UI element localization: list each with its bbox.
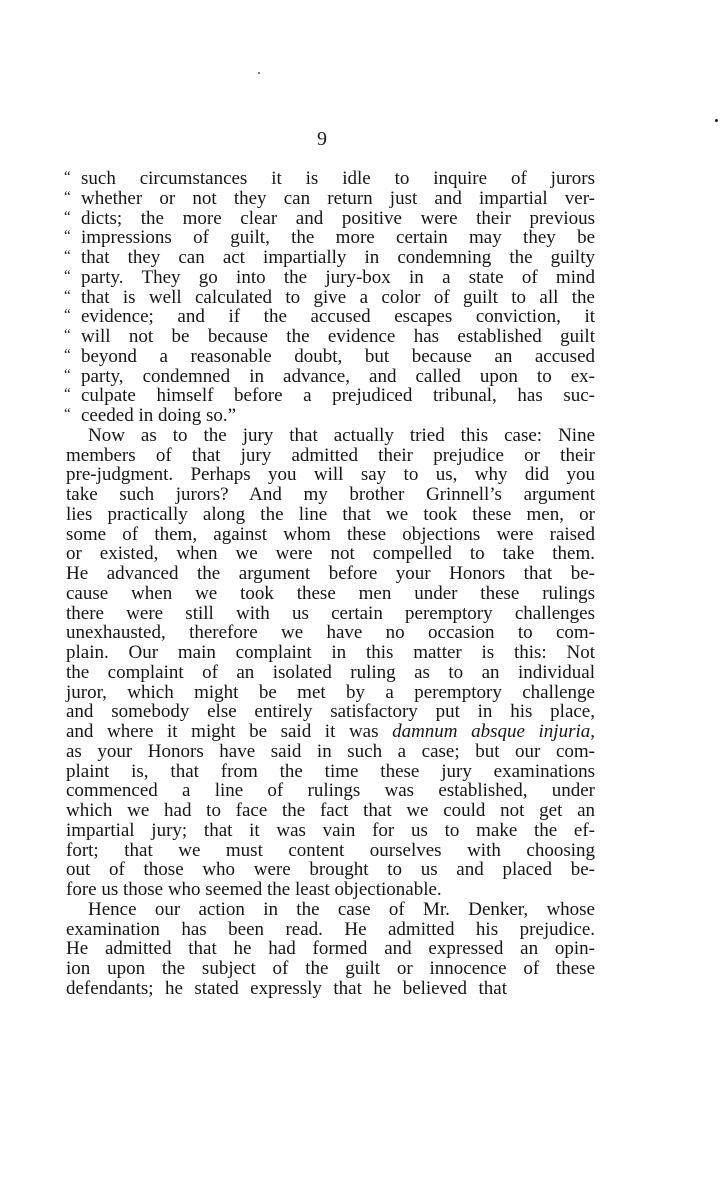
text-line: unexhausted, therefore we have no occasion to com- xyxy=(66,622,595,644)
text-line: examination has been read. He admitted his prejudice. xyxy=(66,918,595,940)
quoted-line xyxy=(66,327,595,347)
scan-speck xyxy=(258,72,260,74)
text-line: Hence our action in the case of Mr. Denker, whose xyxy=(88,898,595,920)
opening-quote-mark: “ xyxy=(64,228,71,245)
opening-quote-mark: “ xyxy=(64,188,71,205)
quoted-line xyxy=(66,209,595,229)
text-line: and somebody else entirely satisfactory put in his place, xyxy=(66,701,595,723)
text-line: cause when we took these men under these rulings xyxy=(66,582,595,604)
paragraph-denker xyxy=(66,900,595,999)
text-line: pre-judgment. Perhaps you will say to us, why did you xyxy=(66,464,595,486)
quoted-line xyxy=(66,347,595,367)
quoted-line-text: party. They go into the jury-box in a state of mind xyxy=(81,266,595,288)
text-line: commenced a line of rulings was established, under xyxy=(66,780,595,802)
quoted-line-text: party, condemned in advance, and called upon to ex- xyxy=(81,365,595,387)
text-line: lies practically along the line that we took these men, or xyxy=(66,503,595,525)
quoted-line-text: beyond a reasonable doubt, but because an accused xyxy=(81,345,595,367)
opening-quote-mark: “ xyxy=(64,307,71,324)
text-line: there were still with us certain peremptory challenges xyxy=(66,602,595,624)
text-line: or existed, when we were not compelled to take them. xyxy=(66,543,595,565)
text-line: the complaint of an isolated ruling as to an individual xyxy=(66,661,595,683)
quoted-line-text: whether or not they can return just and impartial ver- xyxy=(81,187,595,209)
quoted-line xyxy=(66,386,595,406)
quoted-line xyxy=(66,367,595,387)
latin-phrase: damnum absque injuria xyxy=(392,721,591,742)
opening-quote-mark: “ xyxy=(64,366,71,383)
text-line: Now as to the jury that actually tried this case: Nine xyxy=(88,424,595,446)
text-line: as your Honors have said in such a case; but our com- xyxy=(66,740,595,762)
opening-quote-mark: “ xyxy=(64,208,71,225)
opening-quote-mark: “ xyxy=(64,327,71,343)
opening-quote-mark: “ xyxy=(64,169,71,185)
quoted-line xyxy=(66,189,595,209)
quoted-line xyxy=(66,228,595,248)
body-text xyxy=(66,169,595,999)
paragraph-jury xyxy=(66,426,595,900)
quoted-line xyxy=(66,169,595,189)
text-segment: and where it might be said it was xyxy=(66,721,393,742)
scan-speck xyxy=(715,119,718,122)
text-line: juror, which might be met by a peremptory challenge xyxy=(66,681,595,703)
quoted-line xyxy=(66,406,595,426)
opening-quote-mark: “ xyxy=(64,248,71,264)
quoted-line-text: dicts; the more clear and positive were their previous xyxy=(81,207,595,229)
text-line: fort; that we must content ourselves with choosing xyxy=(66,839,595,861)
text-line: members of that jury admitted their prejudice or their xyxy=(66,444,595,466)
text-line: He advanced the argument before your Honors that be- xyxy=(66,563,595,584)
quoted-line-text: culpate himself before a prejudiced tribunal, has suc- xyxy=(81,385,595,407)
text-line-with-italic xyxy=(66,722,595,742)
text-line: plain. Our main complaint in this matter is this: Not xyxy=(66,642,595,663)
text-line: some of them, against whom these objections were raised xyxy=(66,523,595,545)
text-line: impartial jury; that it was vain for us to make the ef- xyxy=(66,819,595,841)
text-line: fore us those who seemed the least objectionable. xyxy=(66,879,442,900)
quoted-line-text: that they can act impartially in condemning the guilty xyxy=(81,247,595,268)
quoted-line-text: will not be because the evidence has established guilt xyxy=(81,326,595,347)
quoted-line xyxy=(66,307,595,327)
quoted-line-text: such circumstances it is idle to inquire of jurors xyxy=(81,168,595,189)
quoted-line-text: evidence; and if the accused escapes conviction, it xyxy=(81,306,595,328)
page-number: 9 xyxy=(317,128,327,150)
quoted-line-text: impressions of guilt, the more certain may they be xyxy=(81,227,595,249)
quoted-passage xyxy=(66,169,595,426)
text-line: out of those who were brought to us and placed be- xyxy=(66,859,595,881)
opening-quote-mark: “ xyxy=(64,346,71,363)
opening-quote-mark: “ xyxy=(64,267,71,284)
text-line: take such jurors? And my brother Grinnell’s argument xyxy=(66,484,595,505)
quoted-line-text: that is well calculated to give a color of guilt to all the xyxy=(81,286,595,308)
quoted-line xyxy=(66,248,595,268)
text-line: which we had to face the fact that we could not get an xyxy=(66,800,595,821)
quoted-line xyxy=(66,288,595,308)
text-line: defendants; he stated expressly that he believed that xyxy=(66,977,507,999)
quoted-line-text: ceeded in doing so.” xyxy=(81,405,237,426)
text-line: plaint is, that from the time these jury examinations xyxy=(66,760,595,782)
text-segment: , xyxy=(590,721,595,742)
quoted-line xyxy=(66,268,595,288)
opening-quote-mark: “ xyxy=(64,386,71,403)
text-line: ion upon the subject of the guilt or innocence of these xyxy=(66,958,595,979)
opening-quote-mark: “ xyxy=(64,406,71,422)
opening-quote-mark: “ xyxy=(64,287,71,304)
text-line: He admitted that he had formed and expressed an opin- xyxy=(66,938,595,960)
